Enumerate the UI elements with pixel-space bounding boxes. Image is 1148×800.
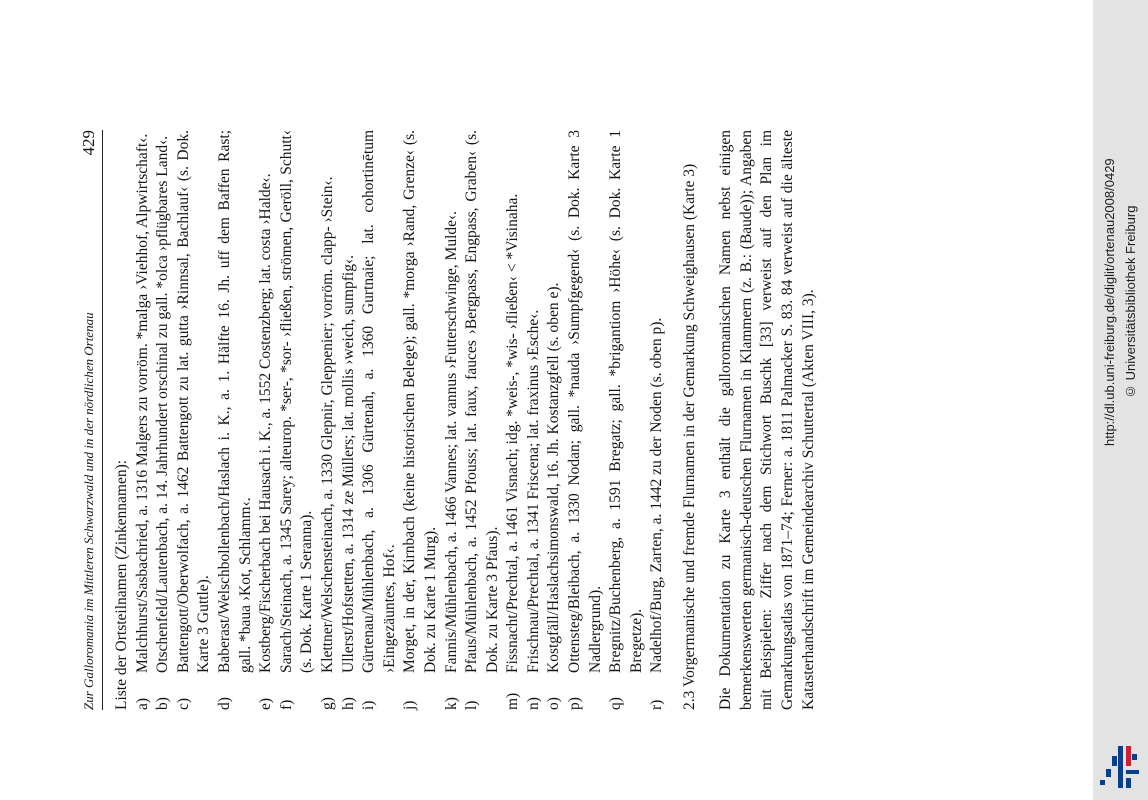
list-item-label: n) xyxy=(524,697,542,710)
list-item-text: Baberast/Welschbollenbach/Haslach i. K., a. 1. Hälfte 16. Jh. uff dem Baffen Rast; gall. *baua ›Kot, Schlamm‹. xyxy=(215,130,254,673)
page-number: 429 xyxy=(79,130,98,156)
list-item-label: e) xyxy=(257,697,275,710)
list-item xyxy=(318,130,339,710)
list-item xyxy=(606,130,647,710)
list-item-label: p) xyxy=(566,697,584,710)
list-item-text: Battengott/Oberwolfach, a. 1462 Battengott zu lat. gutta ›Rinnsal, Bachlauf‹ (s. Dok. Karte 3 Guttle). xyxy=(174,130,213,673)
body-paragraph: Die Dokumentation zu Karte 3 enthält die galloromanischen Namen nebst einigen bemerkenswerten germanisch-deutschen Flurnamen in Klammern (z. B.: (Baude)); Angaben mit Beispielen: Ziffer nach dem Stichwort Buschk [33] verweist auf den Plan im Gemarkungsatlas von 1871–74; Ferner: a. 1811 Palmacker S. 83. 84 verweist auf die älteste Katasterhandschrift im Gemeindearchiv Schuttertal (Akten VIII, 3). xyxy=(717,130,817,710)
list-item xyxy=(339,130,360,710)
running-head-text: Zur Galloromania im Mittleren Schwarzwald und in der nördlichen Ortenau xyxy=(81,312,96,710)
list-item-label: k) xyxy=(442,697,460,710)
list-item xyxy=(442,130,463,710)
list-item-text: Frischnau/Prechtal, a. 1341 Friscena; lat. fraxinus ›Esche‹. xyxy=(524,309,542,673)
list-item xyxy=(277,130,318,710)
list-item-label: h) xyxy=(339,697,357,710)
list-item-label: j) xyxy=(401,700,419,710)
list-item-label: d) xyxy=(215,697,233,710)
rotated-page xyxy=(80,130,1090,710)
list-item xyxy=(256,130,277,710)
list-item-label: a) xyxy=(133,697,151,710)
list-item xyxy=(544,130,565,710)
list-item xyxy=(153,130,174,710)
list-item-text: Kostgfäll/Haslachsimonswald, 16. Jh. Kostanzgfell (s. oben e). xyxy=(545,282,563,673)
list-item-text: Bregnitz/Buchenberg, a. 1591 Bregatz; gall. *brigantiom ›Höhe‹ (s. Dok. Karte 1 Bregetze). xyxy=(607,130,645,673)
list-item xyxy=(647,130,668,710)
list-item-label: m) xyxy=(504,692,522,710)
list-item-text: Nadelhof/Burg, Zarten, a. 1442 zu der Noden (s. oben p). xyxy=(648,317,666,673)
list-item-text: Kostberg/Fischerbach bei Hausach i. K., a. 1552 Costenzberg; lat. costa ›Halde‹. xyxy=(257,173,275,673)
list-title: Liste der Ortsteilnamen (Zinkennamen): xyxy=(113,459,130,710)
list-item-label: r) xyxy=(648,699,666,710)
list-item-label: c) xyxy=(174,697,192,710)
list-item xyxy=(133,130,154,710)
list-item-text: Otschenfeld/Lautenbach, a. 14. Jahrhundert orschinal zu gall. *olca ›pflügbares Land‹. xyxy=(154,135,172,673)
list-item xyxy=(565,130,606,710)
list-item-text: Fissnacht/Prechtal, a. 1461 Visnach; idg. *weis-, *wis- ›fließen‹ < *Visinaha. xyxy=(504,193,522,673)
list-item xyxy=(503,130,524,710)
list-item xyxy=(215,130,256,710)
list-item-label: f) xyxy=(277,699,295,710)
library-logo xyxy=(1098,742,1144,792)
list-item-text: Klettner/Welschensteinach, a. 1330 Glepnir, Gleppenier; vorröm. clapp- ›Stein‹. xyxy=(318,176,336,673)
list-item xyxy=(359,130,400,710)
section-heading: 2.3 Vorgermanische und fremde Flurnamen in der Gemarkung Schweighausen (Karte 3) xyxy=(681,163,699,710)
list-item xyxy=(524,130,545,710)
list-item-text: Fannis/Mühlenbach, a. 1466 Vannes; lat. vannus ›Futterschwinge, Mulde‹. xyxy=(442,210,460,673)
list-item-text: Malchhurst/Sasbachried, a. 1316 Malgers zu vorröm. *malga ›Viehhof, Alpwirtschaft‹. xyxy=(133,133,151,673)
source-url[interactable]: http://dl.ub.uni-freiburg.de/diglit/ortenau2008/0429 xyxy=(1102,158,1117,446)
list-item-label: l) xyxy=(463,700,481,710)
list-item xyxy=(462,130,503,710)
page-body xyxy=(112,130,835,710)
copyright-notice: © Universitätsbibliothek Freiburg xyxy=(1123,205,1138,399)
list-item-label: b) xyxy=(154,697,172,710)
list-item-label: q) xyxy=(607,697,625,710)
list-item-label: o) xyxy=(545,697,563,710)
list-item xyxy=(174,130,215,710)
list-item-text: Morget, in der, Kirnbach (keine historischen Belege); gall. *morga ›Rand, Grenze‹ (s. Dok. zu Karte 1 Murg). xyxy=(401,130,439,673)
list-item-text: Pfaus/Mühlenbach, a. 1452 Pfouss; lat. faux, fauces ›Bergpass, Engpass, Graben‹ (s. Dok. zu Karte 3 Pfaus). xyxy=(463,130,501,673)
entry-list xyxy=(133,130,668,710)
list-item-text: Gürtenau/Mühlenbach, a. 1306 Gürtenah, a. 1360 Gurtnaie; lat. cohortinētum ›Eingezäuntes, Hof‹. xyxy=(360,130,398,673)
list-item-label: g) xyxy=(318,697,336,710)
list-item-label: i) xyxy=(360,700,378,710)
list-item-text: Ullerst/Hofstetten, a. 1314 ze Müllers; lat. mollis ›weich, sumpfig‹. xyxy=(339,255,357,673)
list-item-text: Sarach/Steinach, a. 1345 Sarey; alteurop. *ser-, *sor- ›fließen, strömen, Geröll, Schutt‹ (s. Dok. Karte 1 Seranna). xyxy=(277,130,316,673)
running-head xyxy=(80,130,102,710)
header-rule xyxy=(102,130,103,710)
list-item xyxy=(400,130,441,710)
list-item-text: Ottensteg/Bleibach, a. 1330 Nodan; gall. *nauda ›Sumpfgegend‹ (s. Dok. Karte 3 Nadlergrund). xyxy=(566,130,604,673)
